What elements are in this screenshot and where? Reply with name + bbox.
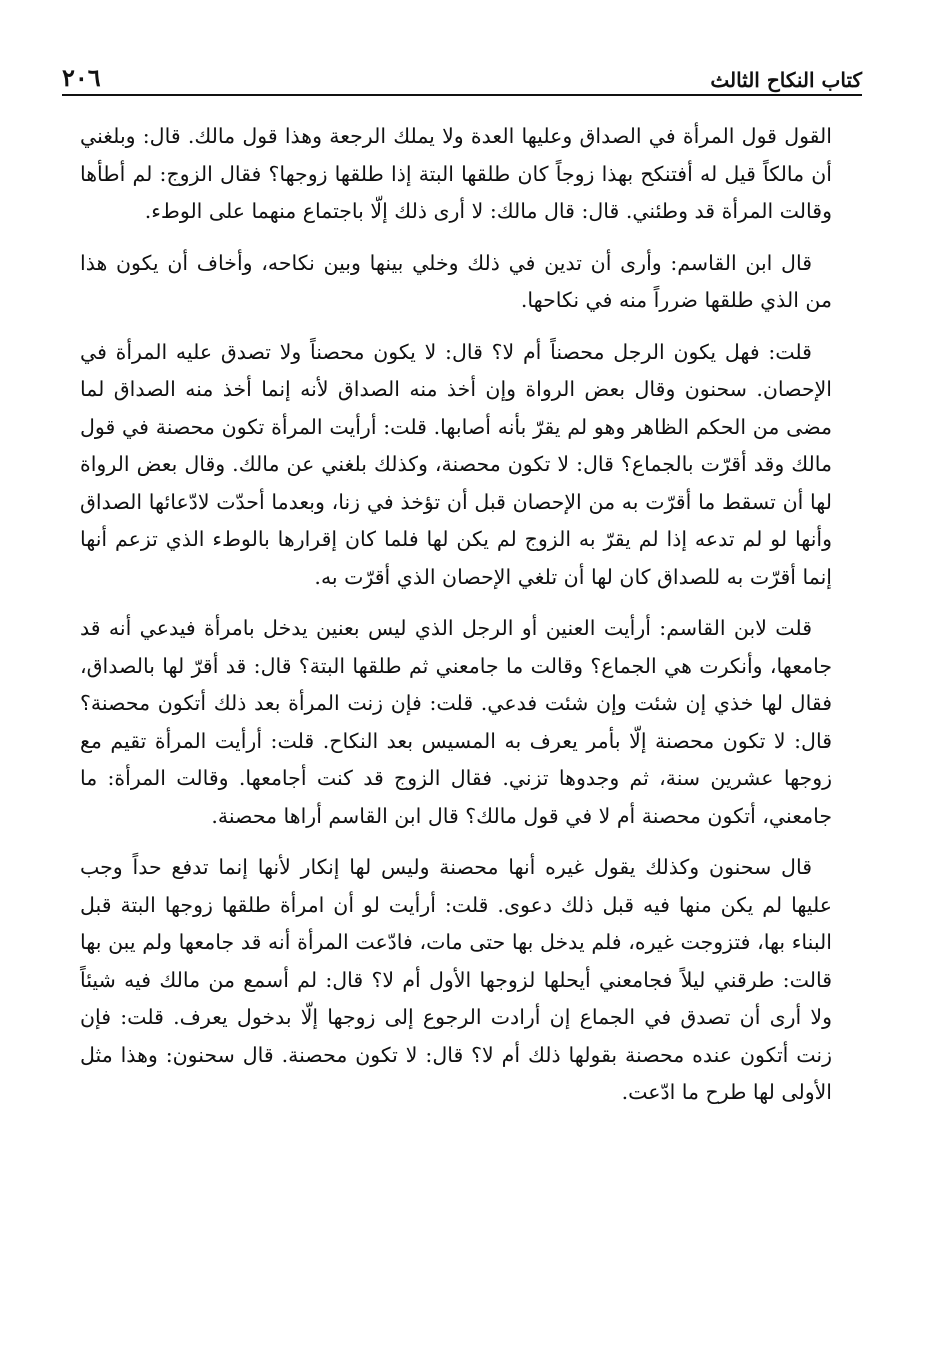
paragraph: القول قول المرأة في الصداق وعليها العدة ولا يملك الرجعة وهذا قول مالك. قال: وبلغني أن مالكاً قيل له أفتنكح بهذا زوجاً كان طلقها البتة إذا طلقها زوجها؟ فقال الزوج: لم أطأها وقالت المرأة قد وطئني. قال: قال مالك: لا أرى ذلك إلّا باجتماع منهما على الوطء. bbox=[80, 124, 832, 223]
paragraph: قال ابن القاسم: وأرى أن تدين في ذلك وخلي بينها وبين نكاحه، وأخاف أن يكون هذا من الذي طلقها ضرراً منه في نكاحها. bbox=[80, 250, 832, 312]
running-title: كتاب النكاح الثالث bbox=[710, 68, 862, 92]
page-header bbox=[62, 52, 862, 96]
paragraph: قلت لابن القاسم: أرأيت العنين أو الرجل الذي ليس بعنين يدخل بامرأة فيدعي أنه قد جامعها، وأنكرت هي الجماع؟ وقالت ما جامعني ثم طلقها البتة؟ قال: قد أقرّ لها بالصداق، فقال لها خذي إن شئت وإن شئت فدعي. قلت: فإن زنت المرأة بعد ذلك أتكون محصنة؟ قال: لا تكون محصنة إلّا بأمر يعرف به المسيس بعد النكاح. قلت: أرأيت المرأة تقيم مع زوجها عشرين سنة، ثم وجدوها تزني. فقال الزوج قد كنت أجامعها. وقالت المرأة: ما جامعني، أتكون محصنة أم لا في قول مالك؟ قال ابن القاسم أراها محصنة. bbox=[80, 616, 832, 828]
page-number: ٢٠٦ bbox=[62, 63, 101, 92]
paragraph: قال سحنون وكذلك يقول غيره أنها محصنة وليس لها إنكار لأنها إنما تدفع حداً وجب عليها لم يكن منها فيه قبل ذلك دعوى. قلت: أرأيت لو أن امرأة طلقها زوجها البتة قبل البناء بها، فتزوجت غيره، فلم يدخل بها حتى مات، فادّعت المرأة أنه قد جامعها ولم يبن بها قالت: طرقني ليلاً فجامعني أيحلها لزوجها الأول أم لا؟ قال: لم أسمع من مالك فيه شيئاً ولا أرى أن تصدق في الجماع إن أرادت الرجوع إلى زوجها إلّا بدخول يعرف. قلت: فإن زنت أتكون عنده محصنة بقولها ذلك أم لا؟ قال: لا تكون محصنة. قال سحنون: وهذا مثل الأولى لها طرح ما ادّعت. bbox=[80, 855, 832, 1104]
page-body bbox=[80, 118, 832, 1290]
paragraph: قلت: فهل يكون الرجل محصناً أم لا؟ قال: لا يكون محصناً ولا تصدق عليه المرأة في الإحصان. سحنون وقال بعض الرواة وإن أخذ منه الصداق لأنه إنما أخذ منه الصداق لما مضى من الحكم الظاهر وهو لم يقرّ بأنه أصابها. قلت: أرأيت المرأة تكون محصنة في قول مالك وقد أقرّت بالجماع؟ قال: لا تكون محصنة، وكذلك بلغني عن مالك. وقال بعض الرواة لها أن تسقط ما أقرّت به من الإحصان قبل أن تؤخذ في زنا، وبعدما أحدّت لادّعائها الصداق وأنها لو لم تدعه إذا لم يقرّ به الزوج لم يكن لها فلما كان إقرارها بالوطء الذي تزعم أنها إنما أقرّت به للصداق كان لها أن تلغي الإحصان الذي أقرّت به. bbox=[80, 339, 832, 589]
